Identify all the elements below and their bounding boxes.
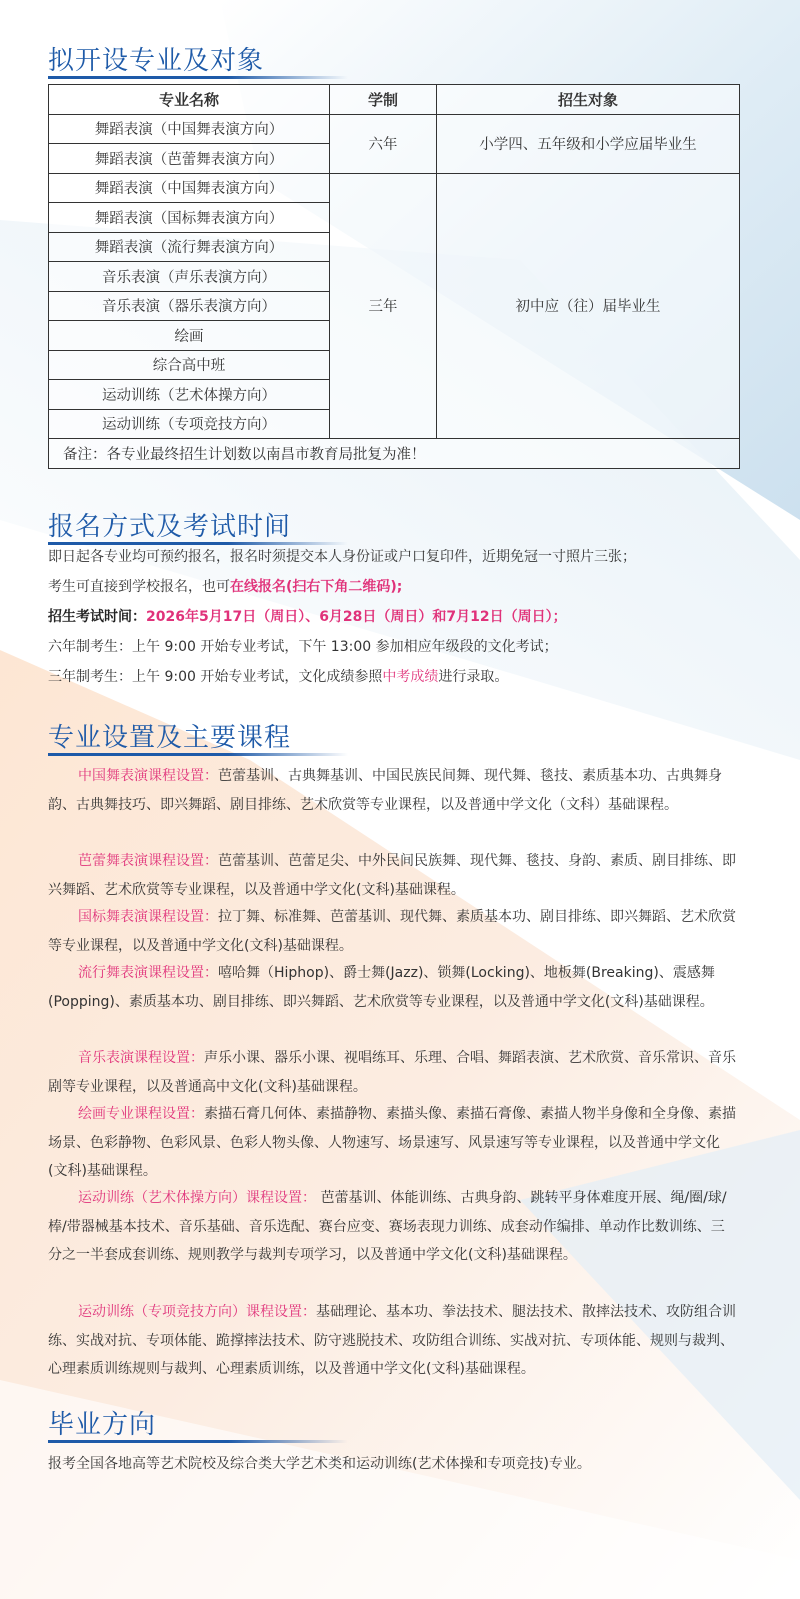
table-row [49, 173, 740, 203]
signup-line-5-end: 进行录取。 [438, 669, 509, 685]
signup-line-5-text: 三年制考生：上午 9:00 开始专业考试，文化成绩参照 [48, 669, 383, 685]
section-title-courses: 专业设置及主要课程 [48, 723, 292, 753]
course-body: 声乐小课、器乐小课、视唱练耳、乐理、合唱、舞蹈表演、艺术欣赏、音乐常识、音乐剧等专业课程，以及普通高中文化(文科)基础课程。 [48, 1050, 736, 1095]
course-body: 芭蕾基训、古典舞基训、中国民族民间舞、现代舞、毯技、素质基本功、古典舞身韵、古典舞技巧、即兴舞蹈、剧目排练、艺术欣赏等专业课程，以及普通中学文化（文科）基础课程。 [48, 768, 722, 813]
major-cell: 运动训练（艺术体操方向） [49, 380, 330, 410]
course-body: 拉丁舞、标准舞、芭蕾基训、现代舞、素质基本功、剧目排练、即兴舞蹈、艺术欣赏等专业课程，以及普通中学文化(文科)基础课程。 [48, 909, 736, 954]
course-heading: 运动训练（艺术体操方向）课程设置： [78, 1190, 316, 1206]
section-title-plan: 拟开设专业及对象 [48, 46, 265, 76]
major-cell: 舞蹈表演（芭蕾舞表演方向） [49, 144, 330, 174]
course-paragraph [48, 1044, 738, 1101]
header-duration: 学制 [330, 85, 437, 115]
target-cell: 小学四、五年级和小学应届毕业生 [437, 114, 740, 173]
title-underline [48, 542, 348, 545]
course-body: 芭蕾基训、芭蕾足尖、中外民间民族舞、现代舞、毯技、身韵、素质、剧目排练、即兴舞蹈、艺术欣赏等专业课程，以及普通中学文化(文科)基础课程。 [48, 853, 736, 898]
table-note-row [49, 439, 740, 469]
enrollment-table [48, 84, 740, 469]
exam-time-label: 招生考试时间： [48, 609, 146, 625]
duration-cell: 六年 [330, 114, 437, 173]
course-body: 基础理论、基本功、拳法技术、腿法技术、散摔法技术、攻防组合训练、实战对抗、专项体能、跪撑摔法技术、防守逃脱技术、攻防组合训练、实战对抗、专项体能、规则与裁判、心理素质训练规则与裁判、心理素质训练，以及普通中学文化(文科)基础课程。 [48, 1304, 736, 1378]
table-header-row [49, 85, 740, 115]
course-body: 素描石膏几何体、素描静物、素描头像、素描石膏像、素描人物半身像和全身像、素描场景、色彩静物、色彩风景、色彩人物头像、人物速写、场景速写、风景速写等专业课程，以及普通中学文化(文科)基础课程。 [48, 1106, 736, 1180]
major-cell: 综合高中班 [49, 350, 330, 380]
exam-score-text: 中考成绩 [382, 669, 439, 685]
major-cell: 音乐表演（器乐表演方向） [49, 291, 330, 321]
graduation-text: 报考全国各地高等艺术院校及综合类大学艺术类和运动训练(艺术体操和专项竞技)专业。 [48, 1456, 591, 1472]
target-cell: 初中应（往）届毕业生 [437, 173, 740, 439]
course-body: 嘻哈舞（Hiphop)、爵士舞(Jazz)、锁舞(Locking)、地板舞(Breaking)、震感舞(Popping)、素质基本功、剧目排练、即兴舞蹈、艺术欣赏等专业课程，以及普通中学文化(文科)基础课程。 [48, 965, 715, 1010]
major-cell: 舞蹈表演（中国舞表演方向） [49, 114, 330, 144]
course-heading: 流行舞表演课程设置： [78, 965, 218, 981]
course-heading: 芭蕾舞表演课程设置： [78, 853, 218, 869]
course-paragraph [48, 903, 738, 960]
course-heading: 中国舞表演课程设置： [78, 768, 218, 784]
course-paragraph [48, 1298, 738, 1384]
duration-cell: 三年 [330, 173, 437, 439]
title-underline [48, 753, 348, 756]
course-heading: 音乐表演课程设置： [78, 1050, 204, 1066]
course-paragraph [48, 1100, 738, 1186]
major-cell: 音乐表演（声乐表演方向） [49, 262, 330, 292]
course-paragraph [48, 959, 738, 1016]
table-row [49, 114, 740, 144]
title-underline [48, 1440, 348, 1443]
major-cell: 绘画 [49, 321, 330, 351]
signup-line-1: 即日起各专业均可预约报名，报名时须提交本人身份证或户口复印件，近期免冠一寸照片三张； [48, 549, 636, 565]
section-title-signup: 报名方式及考试时间 [48, 512, 292, 542]
course-heading: 运动训练（专项竞技方向）课程设置： [78, 1304, 316, 1320]
table-note: 备注：各专业最终招生计划数以南昌市教育局批复为准！ [49, 439, 740, 469]
section-title-graduation: 毕业方向 [48, 1410, 157, 1440]
exam-time-line [48, 607, 567, 627]
major-cell: 舞蹈表演（国标舞表演方向） [49, 203, 330, 233]
major-cell: 运动训练（专项竞技方向） [49, 409, 330, 439]
course-paragraph [48, 1184, 738, 1270]
exam-dates: 2026年5月17日（周日）、6月28日（周日）和7月12日（周日）； [146, 609, 567, 625]
course-paragraph [48, 847, 738, 904]
online-signup-text: 在线报名(扫右下角二维码); [230, 579, 403, 595]
major-cell: 舞蹈表演（流行舞表演方向） [49, 232, 330, 262]
major-cell: 舞蹈表演（中国舞表演方向） [49, 173, 330, 203]
header-target: 招生对象 [437, 85, 740, 115]
title-underline [48, 76, 348, 79]
signup-line-2-text: 考生可直接到学校报名，也可 [48, 579, 230, 595]
signup-line-5 [48, 667, 508, 687]
signup-line-2 [48, 577, 402, 597]
signup-line-4: 六年制考生：上午 9:00 开始专业考试，下午 13:00 参加相应年级段的文化考试； [48, 639, 558, 655]
course-heading: 国标舞表演课程设置： [78, 909, 218, 925]
course-body: 芭蕾基训、体能训练、古典身韵、跳转平身体难度开展、绳/圈/球/棒/带器械基本技术、音乐基础、音乐选配、赛台应变、赛场表现力训练、成套动作编排、单动作比数训练、三分之一半套成套训练、规则教学与裁判专项学习，以及普通中学文化(文科)基础课程。 [48, 1190, 727, 1264]
course-heading: 绘画专业课程设置： [78, 1106, 204, 1122]
header-major: 专业名称 [49, 85, 330, 115]
course-paragraph [48, 762, 738, 819]
